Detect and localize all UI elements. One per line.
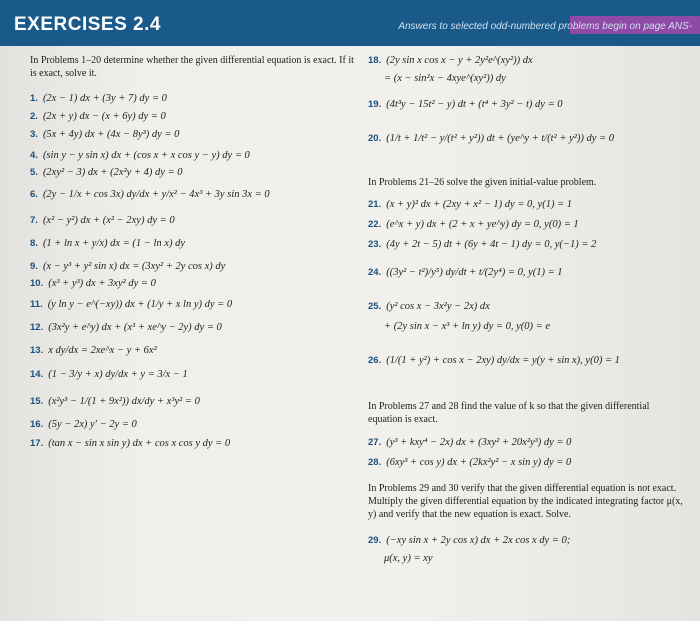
problem-21: 21. (x + y)² dx + (2xy + x² − 1) dy = 0, y(1) = 1 xyxy=(368,199,573,210)
problem-29: 29. (−xy sin x + 2y cos x) dx + 2x cos x dy = 0; xyxy=(368,535,571,546)
problem-3: 3. (5x + 4y) dx + (4x − 8y³) dy = 0 xyxy=(30,129,180,140)
problem-13: 13. x dy/dx = 2xe^x − y + 6x² xyxy=(30,345,157,356)
problem-17: 17. (tan x − sin x sin y) dx + cos x cos y dy = 0 xyxy=(30,438,231,449)
problem-12: 12. (3x²y + e^y) dx + (x³ + xe^y − 2y) dy = 0 xyxy=(30,322,222,333)
problem-6: 6. (2y − 1/x + cos 3x) dy/dx + y/x² − 4x³ + 3y sin 3x = 0 xyxy=(30,189,270,200)
problem-16: 16. (5y − 2x) y′ − 2y = 0 xyxy=(30,419,137,430)
problem-15: 15. (x²y³ − 1/(1 + 9x²)) dx/dy + x³y² = 0 xyxy=(30,396,200,407)
problem-11: 11. (y ln y − e^(−xy)) dx + (1/y + x ln y) dy = 0 xyxy=(30,299,233,310)
problem-2: 2. (2x + y) dx − (x + 6y) dy = 0 xyxy=(30,111,166,122)
problem-18-line2: = (x − sin²x − 4xye^(xy²)) dy xyxy=(384,73,506,84)
section-title: EXERCISES 2.4 xyxy=(14,14,161,35)
problem-4: 4. (sin y − y sin x) dx + (cos x + x cos y − y) dy = 0 xyxy=(30,150,250,161)
problem-19: 19. (4t³y − 15t² − y) dt + (t⁴ + 3y² − t) dy = 0 xyxy=(368,99,563,110)
problem-29-line2: μ(x, y) = xy xyxy=(384,553,433,564)
problem-1: 1. (2x − 1) dx + (3y + 7) dy = 0 xyxy=(30,93,167,104)
problem-28: 28. (6xy³ + cos y) dx + (2kx²y² − x sin y) dy = 0 xyxy=(368,457,572,468)
problem-20: 20. (1/t + 1/t² − y/(t² + y²)) dt + (ye^y + t/(t² + y²)) dy = 0 xyxy=(368,133,615,144)
problem-25: 25. (y² cos x − 3x²y − 2x) dx xyxy=(368,301,490,312)
problem-7: 7. (x² − y²) dx + (x² − 2xy) dy = 0 xyxy=(30,215,175,226)
problem-25-line2: + (2y sin x − x³ + ln y) dy = 0, y(0) = e xyxy=(384,321,550,332)
answers-note: Answers to selected odd-numbered problems begin on page ANS- xyxy=(398,21,692,32)
problem-26: 26. (1/(1 + y²) + cos x − 2xy) dy/dx = y(y + sin x), y(0) = 1 xyxy=(368,355,620,366)
left-column xyxy=(30,54,360,449)
problem-14: 14. (1 − 3/y + x) dy/dx + y = 3/x − 1 xyxy=(30,369,188,380)
intro-problems-27-28: In Problems 27 and 28 find the value of k so that the given differential equation is exact. xyxy=(368,401,650,425)
problem-8: 8. (1 + ln x + y/x) dx = (1 − ln x) dy xyxy=(30,238,185,249)
problem-10: 10. (x³ + y³) dx + 3xy² dy = 0 xyxy=(30,278,156,289)
problem-27: 27. (y³ + kxy⁴ − 2x) dx + (3xy² + 20x²y³) dy = 0 xyxy=(368,437,572,448)
problem-23: 23. (4y + 2t − 5) dt + (6y + 4t − 1) dy = 0, y(−1) = 2 xyxy=(368,239,597,250)
problem-24: 24. ((3y² − t²)/y⁵) dy/dt + t/(2y⁴) = 0, y(1) = 1 xyxy=(368,267,563,278)
intro-problems-1-20: In Problems 1–20 determine whether the given differential equation is exact. If it is exact, solve it. xyxy=(30,55,354,79)
problem-22: 22. (e^x + y) dx + (2 + x + ye^y) dy = 0, y(0) = 1 xyxy=(368,219,579,230)
exercises-header xyxy=(0,0,700,46)
intro-problems-29-30: In Problems 29 and 30 verify that the given differential equation is not exact. Multiply the given differential equation by the indicated integrating factor μ(x, y) and verify that the new equation is exact. Solve. xyxy=(368,483,683,520)
intro-problems-21-26: In Problems 21–26 solve the given initial-value problem. xyxy=(368,177,597,188)
problem-18: 18. (2y sin x cos x − y + 2y²e^(xy²)) dx xyxy=(368,55,533,66)
problem-9: 9. (x − y³ + y² sin x) dx = (3xy² + 2y cos x) dy xyxy=(30,261,226,272)
problem-5: 5. (2xy² − 3) dx + (2x²y + 4) dy = 0 xyxy=(30,167,183,178)
